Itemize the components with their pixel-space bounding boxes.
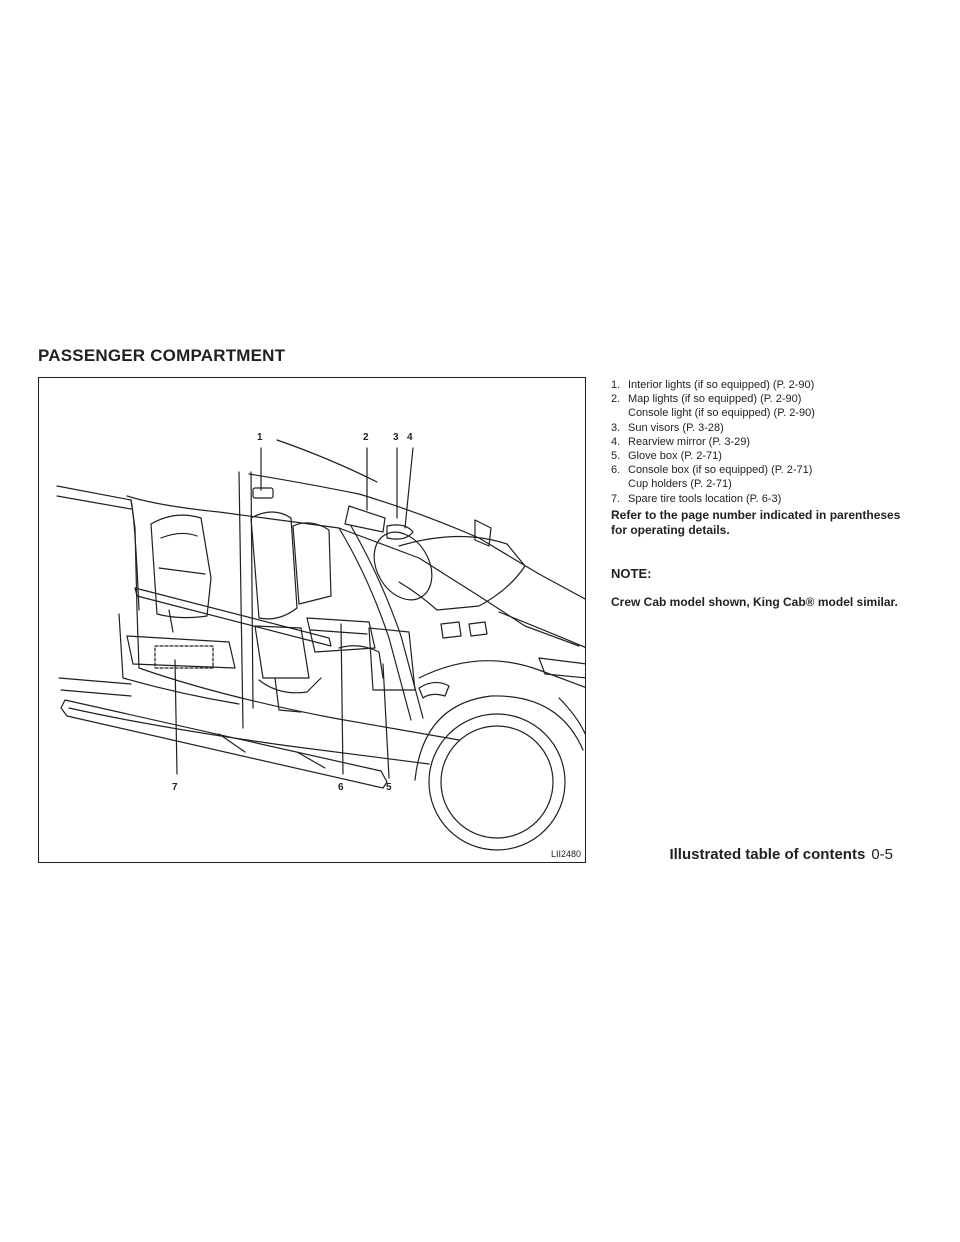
figure-callout-1: 1 [257,432,263,443]
leader-line-4 [405,448,413,528]
hood-line [499,612,586,648]
door-opening-rear [119,614,239,704]
callout-list [611,378,911,506]
passenger-compartment-figure [38,377,586,863]
list-item: 6. Console box (if so equipped) (P. 2-71) Cup holders (P. 2-71) [611,464,813,491]
rear-floor-box [127,636,235,668]
list-item: 1. Interior lights (if so equipped) (P. 2-90) [611,379,815,391]
page-footer [669,846,893,863]
front-tire [429,714,565,850]
overhead-console [345,506,385,532]
front-seat-base [259,678,321,712]
list-item: 2. Map lights (if so equipped) (P. 2-90) Console light (if so equipped) (P. 2-90) [611,393,815,420]
side-mirror [475,520,491,546]
door-handle [419,682,449,698]
list-item: 4. Rearview mirror (P. 3-29) [611,435,751,448]
c-pillar [131,500,139,610]
interior-light-lens [253,488,273,498]
section-title: PASSENGER COMPARTMENT [38,346,286,365]
b-pillar [239,472,253,728]
leader-line-7 [175,660,177,774]
page-number: 0-5 [871,846,893,863]
front-seat-left [251,512,297,619]
roof-top-line [277,440,377,482]
dash-vents [441,622,487,638]
figure-callout-5: 5 [386,782,392,793]
figure-callout-4: 4 [407,432,413,443]
body-lower-edge [69,708,429,764]
headlight [539,658,586,678]
refer-text: Refer to the page number indicated in parentheses for operating details. [611,508,901,537]
figure-callout-2: 2 [363,432,369,443]
roof-rail-left [127,496,579,646]
wheel-arch [415,696,583,780]
front-seat-right [293,523,331,604]
leader-line-5 [383,664,389,778]
glove-box [369,628,415,690]
list-item: 3. Sun visors (P. 3-28) [611,421,724,434]
footer-title: Illustrated table of contents [669,846,866,863]
figure-callout-3: 3 [393,432,399,443]
running-board [61,700,387,788]
headliner-bar [135,588,331,646]
bed-side-lines [57,486,131,696]
note-heading: NOTE: [611,566,652,581]
list-item: 7. Spare tire tools location (P. 6-3) [611,492,782,505]
console-lid [311,630,367,634]
roof-rail-right [249,474,586,600]
door-trim [339,646,383,678]
note-text: Crew Cab model shown, King Cab® model similar. [611,595,898,609]
figure-callout-7: 7 [172,782,178,793]
front-tire-inner [441,726,553,838]
truck-cutaway-illustration [39,378,586,863]
steering-wheel [362,522,443,610]
figure-id-label: LII2480 [550,849,581,859]
figure-callout-6: 6 [338,782,344,793]
list-item: 5. Glove box (P. 2-71) [611,450,722,463]
